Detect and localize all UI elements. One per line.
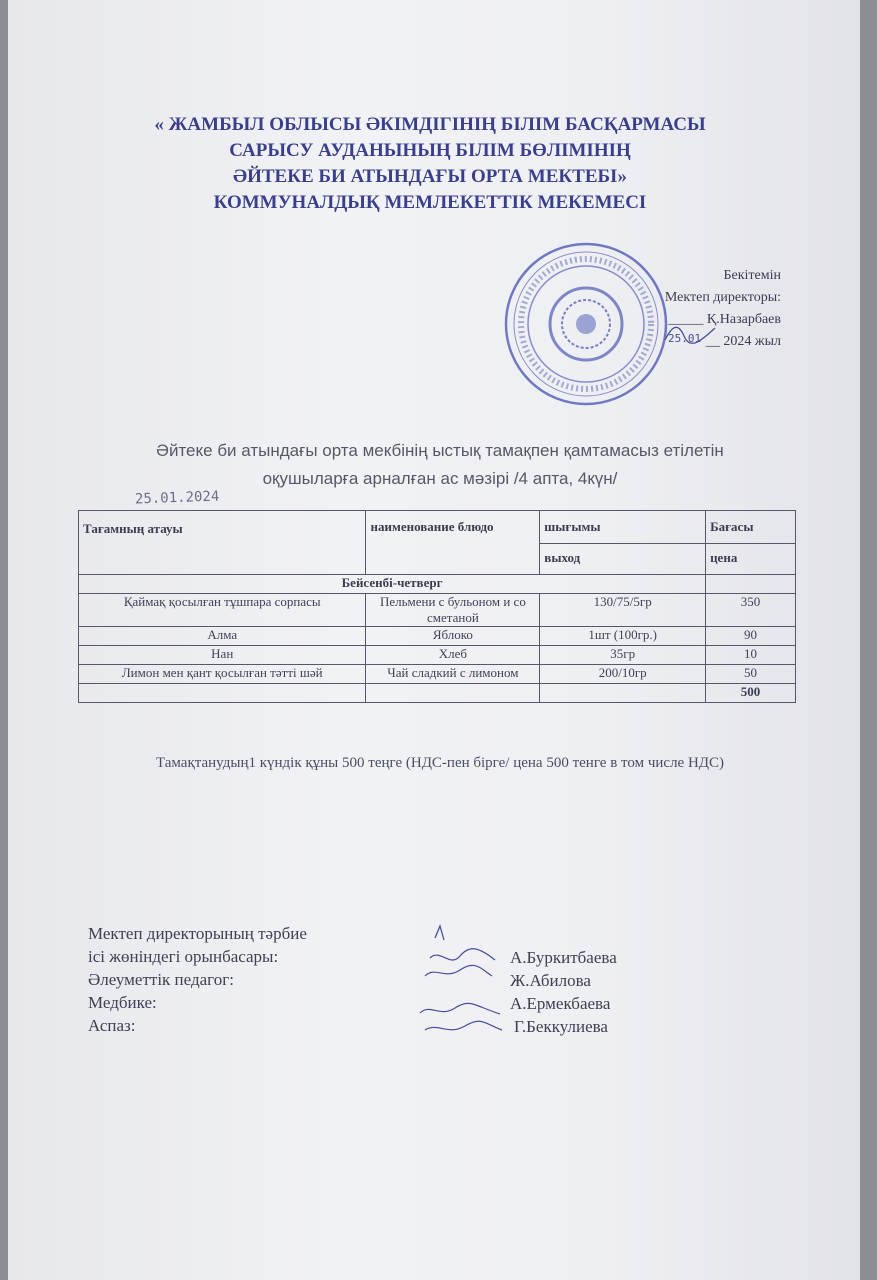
name-nurse: А.Ермекбаева — [510, 994, 611, 1013]
header-line-3: ӘЙТЕКЕ БИ АТЫНДАҒЫ ОРТА МЕКТЕБІ» — [233, 166, 627, 187]
role-deputy-line-2: ісі жөніндегі орынбасары: — [88, 947, 279, 966]
name-cook: Г.Беккулиева — [514, 1017, 608, 1036]
menu-title-line-1: Әйтеке би атындағы орта мекбінің ыстық тамақпен қамтамасыз етілетін — [156, 441, 724, 460]
menu-title — [100, 437, 780, 493]
col-header-name-kz: Тағамның атауы — [79, 511, 366, 575]
total-empty-2 — [366, 684, 540, 703]
dish-name-ru: Хлеб — [366, 646, 540, 665]
table-row — [79, 594, 796, 627]
approval-line-2: Мектеп директоры: — [664, 290, 781, 305]
table-row — [79, 665, 796, 684]
price-note: Тамақтанудың1 күндік құны 500 теңге (НДС-пен бірге/ цена 500 тенге в том числе НДС) — [155, 755, 725, 771]
director-signature-icon — [660, 318, 720, 348]
total-price: 500 — [706, 684, 796, 703]
document-header — [110, 112, 750, 216]
dish-output: 200/10гр — [540, 665, 706, 684]
dish-output: 130/75/5гр — [540, 594, 706, 627]
col-header-name-ru: наименование блюдо — [366, 511, 540, 575]
role-nurse: Медбике: — [88, 993, 157, 1012]
dish-price: 350 — [706, 594, 796, 627]
dish-output: 35гр — [540, 646, 706, 665]
handwritten-date: 25.01.2024 — [134, 488, 220, 508]
table-header-row — [79, 511, 796, 544]
dish-name-ru: Яблоко — [366, 627, 540, 646]
menu-title-line-2: оқушыларға арналған ас мәзірі /4 апта, 4күн/ — [262, 469, 618, 488]
col-header-output-ru: выход — [540, 544, 706, 575]
staff-names — [510, 946, 617, 1038]
dish-name-kz: Қаймақ қосылған тұшпара сорпасы — [79, 594, 366, 627]
dish-price: 50 — [706, 665, 796, 684]
dish-name-kz: Лимон мен қант қосылған тәтті шәй — [79, 665, 366, 684]
name-social-pedagogue: Ж.Абилова — [510, 971, 591, 990]
menu-table — [78, 510, 796, 703]
table-row — [79, 646, 796, 665]
dish-name-ru: Пельмени с бульоном и со сметаной — [366, 594, 540, 627]
total-empty-3 — [540, 684, 706, 703]
col-header-price-kz: Бағасы — [706, 511, 796, 544]
role-cook: Аспаз: — [88, 1016, 136, 1035]
total-row — [79, 684, 796, 703]
day-row — [79, 575, 796, 594]
name-deputy: А.Буркитбаева — [510, 948, 617, 967]
header-line-1: « ЖАМБЫЛ ОБЛЫСЫ ӘКІМДІГІНІҢ БІЛІМ БАСҚАРМАСЫ — [154, 114, 706, 135]
approval-line-4: __ 2024 жыл — [705, 334, 781, 349]
approval-line-1: Бекітемін — [723, 268, 781, 283]
header-line-2: САРЫСУ АУДАНЫНЫҢ БІЛІМ БӨЛІМІНІҢ — [229, 140, 631, 161]
approval-handwritten-date: 25.01 — [668, 332, 702, 345]
staff-roles — [88, 922, 307, 1037]
table-row — [79, 627, 796, 646]
role-social-pedagogue: Әлеуметтік педагог: — [88, 970, 234, 989]
day-empty-cell — [706, 575, 796, 594]
total-empty-1 — [79, 684, 366, 703]
dish-price: 90 — [706, 627, 796, 646]
dish-name-kz: Нан — [79, 646, 366, 665]
dish-name-kz: Алма — [79, 627, 366, 646]
day-label: Бейсенбі-четверг — [79, 575, 706, 594]
col-header-price-ru: цена — [706, 544, 796, 575]
col-header-output-kz: шығымы — [540, 511, 706, 544]
approval-line-3: _____ Қ.Назарбаев — [668, 312, 781, 327]
header-line-4: КОММУНАЛДЫҚ МЕМЛЕКЕТТІК МЕКЕМЕСІ — [213, 192, 647, 213]
role-deputy-line-1: Мектеп директорының тәрбие — [88, 924, 307, 943]
dish-price: 10 — [706, 646, 796, 665]
staff-signatures-icon — [410, 918, 510, 1048]
dish-name-ru: Чай сладкий с лимоном — [366, 665, 540, 684]
official-stamp-icon — [502, 240, 670, 408]
dish-output: 1шт (100гр.) — [540, 627, 706, 646]
